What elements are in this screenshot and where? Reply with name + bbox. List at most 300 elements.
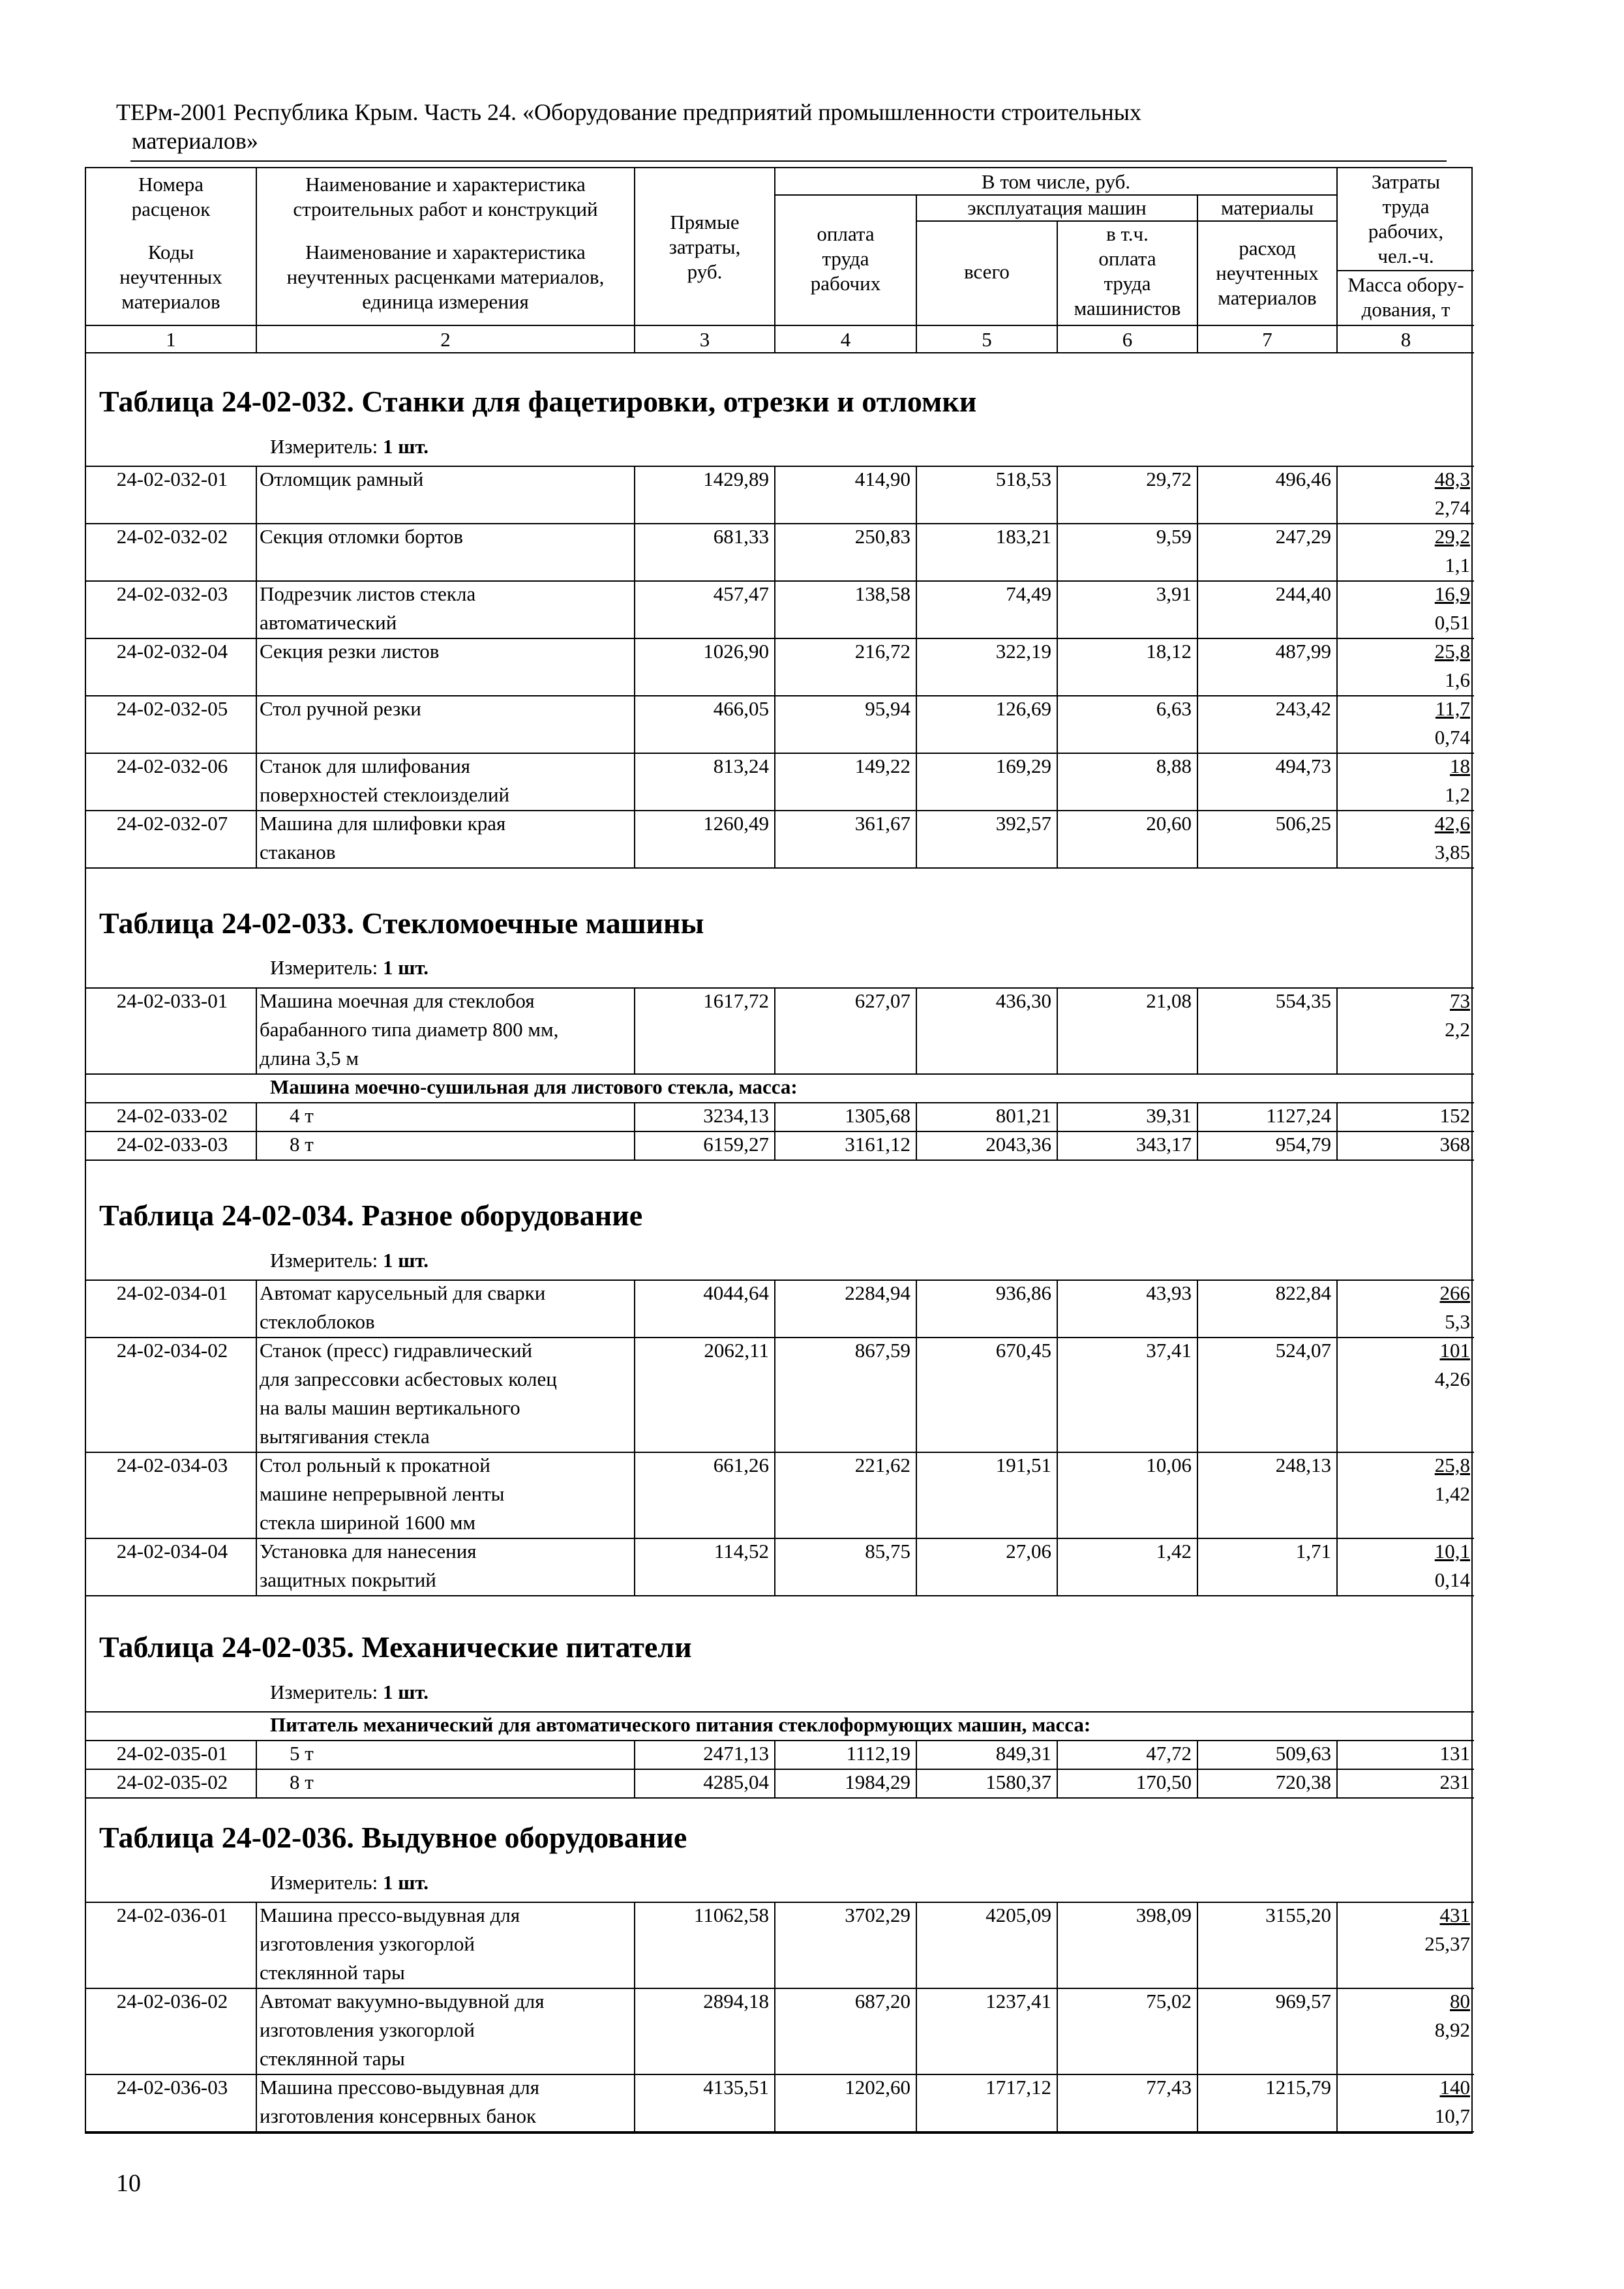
column-rule (1197, 1279, 1198, 1337)
column-rule (774, 2074, 775, 2131)
column-rule (1057, 1102, 1058, 1131)
materials-cost: 247,29 (1275, 525, 1331, 548)
materials-cost: 3155,20 (1265, 1904, 1331, 1926)
column-rule (634, 1102, 635, 1131)
column-rule (256, 753, 257, 810)
measure-line: Измеритель: 1 шт. (270, 1681, 429, 1703)
rate-code: 24-02-032-05 (116, 697, 228, 720)
column-rule (1057, 695, 1058, 753)
column-rule (634, 1279, 635, 1337)
col-number: 1 (166, 328, 176, 351)
machinist-pay: 170,50 (1135, 1771, 1192, 1793)
column-rule (1197, 2074, 1198, 2131)
labor-pay: 627,07 (854, 989, 910, 1012)
column-rule (1057, 523, 1058, 580)
page-number: 10 (116, 2170, 141, 2197)
column-rule (1197, 1902, 1198, 1988)
column-rule (1057, 580, 1058, 638)
column-rule (1057, 1452, 1058, 1538)
column-rule (256, 466, 257, 523)
machine-total: 436,30 (995, 989, 1051, 1012)
machinist-pay: 37,41 (1146, 1339, 1192, 1362)
column-rule (256, 1538, 257, 1595)
labor-hours: 25,8 (1434, 640, 1470, 663)
machine-total: 27,06 (1006, 1540, 1051, 1563)
item-name: Секция отломки бортов (260, 525, 463, 548)
labor-pay: 216,72 (854, 640, 910, 663)
rate-code: 24-02-034-02 (116, 1339, 228, 1362)
column-rule (634, 580, 635, 638)
column-rule (1197, 810, 1198, 867)
item-name: Стол ручной резки (260, 697, 421, 720)
labor-pay: 3702,29 (845, 1904, 910, 1926)
column-rule (916, 1988, 917, 2074)
column-rule (1197, 1131, 1198, 1159)
column-rule (1057, 1740, 1058, 1769)
column-rule (916, 1902, 917, 1988)
materials-cost: 1,71 (1295, 1540, 1331, 1563)
rate-code: 24-02-036-01 (116, 1904, 228, 1926)
labor-pay: 2284,94 (845, 1281, 910, 1304)
labor-hours: 10,1 (1434, 1540, 1470, 1563)
labor-pay: 138,58 (854, 582, 910, 605)
item-name: автоматический (260, 611, 397, 634)
direct-cost: 661,26 (713, 1454, 769, 1476)
column-rule (916, 1279, 917, 1337)
column-rule (256, 810, 257, 867)
column-rule (774, 523, 775, 580)
item-name: защитных покрытий (260, 1568, 436, 1591)
item-name: 5 т (290, 1742, 314, 1765)
item-name: Подрезчик листов стекла (260, 582, 476, 605)
column-rule (1197, 1452, 1198, 1538)
column-rule (256, 987, 257, 1073)
labor-pay: 95,94 (865, 697, 910, 720)
direct-cost: 466,05 (713, 697, 769, 720)
column-rule (774, 1337, 775, 1452)
column-rule (916, 580, 917, 638)
column-rule (916, 1131, 917, 1159)
group-heading: Машина моечно-сушильная для листового стекла, масса: (270, 1075, 798, 1098)
equipment-mass: 1,42 (1434, 1482, 1470, 1505)
materials-cost: 487,99 (1275, 640, 1331, 663)
machinist-pay: 47,72 (1146, 1742, 1192, 1765)
column-rule (1336, 695, 1338, 753)
column-rule (774, 1740, 775, 1769)
equipment-mass: 10,7 (1434, 2104, 1470, 2127)
column-rule (774, 1769, 775, 1797)
row-rule (86, 867, 1474, 869)
labor-hours: 42,6 (1434, 812, 1470, 835)
column-rule (916, 753, 917, 810)
rate-code: 24-02-032-03 (116, 582, 228, 605)
column-rule (634, 695, 635, 753)
column-rule (1336, 1102, 1338, 1131)
item-name: машине непрерывной ленты (260, 1482, 505, 1505)
column-rule (256, 1769, 257, 1797)
column-rule (1197, 1988, 1198, 2074)
equipment-mass: 0,14 (1434, 1568, 1470, 1591)
labor-hours: 80 (1450, 1990, 1470, 2012)
machinist-pay: 21,08 (1146, 989, 1192, 1012)
measure-line: Измеритель: 1 шт. (270, 956, 429, 979)
item-name: стеклянной тары (260, 2047, 405, 2070)
col1-header-bottom: Коды неучтенных материалов (119, 241, 222, 313)
direct-cost: 4285,04 (703, 1771, 769, 1793)
column-rule (916, 2074, 917, 2131)
machinist-pay: 398,09 (1135, 1904, 1192, 1926)
column-rule (256, 1902, 257, 1988)
item-name: поверхностей стеклоизделий (260, 783, 510, 806)
including-header: В том числе, руб. (981, 170, 1131, 193)
col2-header-top: Наименование и характеристика строительных работ и конструкций (293, 173, 598, 220)
materials-cost: 969,57 (1275, 1990, 1331, 2012)
labor-hours: 25,8 (1434, 1454, 1470, 1476)
col-number: 2 (440, 328, 451, 351)
column-rule (1336, 1131, 1338, 1159)
col4-header: оплата труда рабочих (810, 222, 881, 295)
measure-line: Измеритель: 1 шт. (270, 435, 429, 458)
equipment-mass: 2,74 (1434, 496, 1470, 519)
materials-header: материалы (1220, 196, 1314, 219)
column-rule (774, 1279, 775, 1337)
column-rule (1057, 753, 1058, 810)
column-rule (256, 638, 257, 695)
machine-total: 801,21 (995, 1104, 1051, 1127)
column-rule (916, 810, 917, 867)
column-rule (634, 466, 635, 523)
column-rule (1057, 1131, 1058, 1159)
row-rule (86, 1797, 1474, 1799)
machine-total: 1237,41 (985, 1990, 1051, 2012)
column-rule (634, 810, 635, 867)
header-line-1: ТЕРм-2001 Республика Крым. Часть 24. «Оборудование предприятий промышленности строительных (116, 99, 1141, 125)
column-rule (256, 523, 257, 580)
column-rule (916, 1769, 917, 1797)
section-title: Таблица 24-02-033. Стекломоечные машины (99, 906, 704, 940)
labor-pay: 1202,60 (845, 2076, 910, 2099)
column-rule (634, 1988, 635, 2074)
equipment-mass: 5,3 (1445, 1310, 1470, 1333)
column-rule (1197, 987, 1198, 1073)
section-title: Таблица 24-02-034. Разное оборудование (99, 1199, 643, 1232)
machine-total: 670,45 (995, 1339, 1051, 1362)
labor-pay: 3161,12 (845, 1133, 910, 1156)
direct-cost: 681,33 (713, 525, 769, 548)
labor-hours: 48,3 (1434, 468, 1470, 490)
direct-cost: 2062,11 (704, 1339, 769, 1362)
col-number: 8 (1400, 328, 1411, 351)
column-rule (634, 1131, 635, 1159)
labor-hours: 152 (1439, 1104, 1470, 1127)
labor-hours: 231 (1439, 1771, 1470, 1793)
materials-cost: 954,79 (1275, 1133, 1331, 1156)
column-rule (634, 523, 635, 580)
column-rule (1197, 523, 1198, 580)
column-rule (916, 1337, 917, 1452)
row-rule (86, 1595, 1474, 1596)
labor-hours: 101 (1439, 1339, 1470, 1362)
machine-total: 191,51 (995, 1454, 1051, 1476)
machine-total: 936,86 (995, 1281, 1051, 1304)
machinist-pay: 77,43 (1146, 2076, 1192, 2099)
machinist-pay: 18,12 (1146, 640, 1192, 663)
machinist-pay: 343,17 (1135, 1133, 1192, 1156)
column-rule (774, 1102, 775, 1131)
column-rule (256, 1279, 257, 1337)
item-name: вытягивания стекла (260, 1425, 430, 1448)
col-number: 4 (840, 328, 851, 351)
column-rule (1336, 1988, 1338, 2074)
column-rule (774, 1538, 775, 1595)
column-rule (1336, 523, 1338, 580)
column-rule (1197, 580, 1198, 638)
rate-code: 24-02-032-07 (116, 812, 228, 835)
col-number: 6 (1122, 328, 1133, 351)
equipment-mass: 8,92 (1434, 2018, 1470, 2041)
materials-cost: 1127,24 (1266, 1104, 1331, 1127)
machinist-pay: 39,31 (1146, 1104, 1192, 1127)
machine-total: 1717,12 (985, 2076, 1051, 2099)
column-rule (634, 1452, 635, 1538)
direct-cost: 4044,64 (703, 1281, 769, 1304)
machine-total: 74,49 (1006, 582, 1051, 605)
labor-hours: 16,9 (1434, 582, 1470, 605)
rate-code: 24-02-033-02 (116, 1104, 228, 1127)
machine-total: 849,31 (995, 1742, 1051, 1765)
column-rule (1336, 1279, 1338, 1337)
materials-cost: 1215,79 (1265, 2076, 1331, 2099)
labor-pay: 1984,29 (845, 1771, 910, 1793)
equipment-mass: 1,2 (1445, 783, 1470, 806)
rate-code: 24-02-034-01 (116, 1281, 228, 1304)
column-rule (1197, 1538, 1198, 1595)
labor-pay: 361,67 (854, 812, 910, 835)
column-rule (256, 2074, 257, 2131)
labor-hours: 266 (1439, 1281, 1470, 1304)
column-rule (634, 987, 635, 1073)
column-rule (1057, 638, 1058, 695)
item-name: стеклянной тары (260, 1961, 405, 1984)
section-title: Таблица 24-02-032. Станки для фацетировки, отрезки и отломки (99, 385, 977, 418)
item-name: Станок (пресс) гидравлический (260, 1339, 533, 1362)
column-rule (1057, 1988, 1058, 2074)
column-rule (1057, 1902, 1058, 1988)
measure-line: Измеритель: 1 шт. (270, 1249, 429, 1272)
column-rule (774, 1131, 775, 1159)
column-rule (916, 1102, 917, 1131)
column-rule (1057, 1538, 1058, 1595)
column-rule (1057, 987, 1058, 1073)
column-rule (256, 1988, 257, 2074)
column-rule (1197, 1102, 1198, 1131)
column-rule (256, 1337, 257, 1452)
column-rule (256, 1452, 257, 1538)
equipment-mass: 1,1 (1445, 554, 1470, 576)
rate-code: 24-02-035-01 (116, 1742, 228, 1765)
column-rule (1336, 1452, 1338, 1538)
machinist-pay: 10,06 (1146, 1454, 1192, 1476)
direct-cost: 3234,13 (703, 1104, 769, 1127)
rate-code: 24-02-033-01 (116, 989, 228, 1012)
column-rule (1336, 580, 1338, 638)
equipment-mass: 3,85 (1434, 841, 1470, 863)
direct-cost: 11062,58 (693, 1904, 769, 1926)
column-rule (774, 580, 775, 638)
column-rule (1197, 1337, 1198, 1452)
column-rule (1057, 2074, 1058, 2131)
machine-total: 392,57 (995, 812, 1051, 835)
labor-pay: 1112,19 (846, 1742, 910, 1765)
materials-cost: 496,46 (1275, 468, 1331, 490)
column-rule (1197, 638, 1198, 695)
labor-pay: 1305,68 (845, 1104, 910, 1127)
column-rule (256, 695, 257, 753)
machine-total: 518,53 (995, 468, 1051, 490)
machinist-pay: 9,59 (1156, 525, 1192, 548)
direct-cost: 457,47 (713, 582, 769, 605)
machine-total: 169,29 (995, 755, 1051, 777)
column-rule (916, 1452, 917, 1538)
equipment-mass: 0,74 (1434, 726, 1470, 749)
column-rule (916, 1740, 917, 1769)
labor-pay: 149,22 (854, 755, 910, 777)
item-name: изготовления узкогорлой (260, 2018, 475, 2041)
item-name: Установка для нанесения (260, 1540, 477, 1563)
materials-cost: 244,40 (1275, 582, 1331, 605)
item-name: изготовления узкогорлой (260, 1932, 475, 1955)
labor-pay: 221,62 (854, 1454, 910, 1476)
column-rule (774, 1452, 775, 1538)
column-rule (774, 753, 775, 810)
column-rule (916, 466, 917, 523)
direct-cost: 1026,90 (703, 640, 769, 663)
direct-cost: 114,52 (714, 1540, 769, 1563)
item-name: 8 т (290, 1771, 314, 1793)
row-rule (86, 2131, 1474, 2132)
item-name: Машина прессово-выдувная для (260, 2076, 540, 2099)
item-name: стекла шириной 1600 мм (260, 1511, 476, 1534)
column-rule (1336, 1740, 1338, 1769)
column-rule (916, 695, 917, 753)
item-name: Станок для шлифования (260, 755, 471, 777)
labor-pay: 250,83 (854, 525, 910, 548)
labor-hours: 29,2 (1434, 525, 1470, 548)
materials-cost: 248,13 (1275, 1454, 1331, 1476)
direct-cost: 6159,27 (703, 1133, 769, 1156)
column-rule (1336, 1337, 1338, 1452)
col8-header-top: Затраты труда рабочих, чел.-ч. (1368, 170, 1444, 267)
rate-code: 24-02-036-02 (116, 1990, 228, 2012)
column-rule (1336, 2074, 1338, 2131)
machine-total: 2043,36 (985, 1133, 1051, 1156)
group-heading: Питатель механический для автоматического питания стеклоформующих машин, масса: (270, 1713, 1091, 1736)
column-rule (916, 638, 917, 695)
item-name: Автомат вакуумно-выдувной для (260, 1990, 545, 2012)
equipment-mass: 4,26 (1434, 1368, 1470, 1390)
section-title: Таблица 24-02-035. Механические питатели (99, 1630, 692, 1664)
labor-pay: 867,59 (854, 1339, 910, 1362)
column-rule (1197, 1740, 1198, 1769)
item-name: стаканов (260, 841, 336, 863)
column-rule (1336, 987, 1338, 1073)
rate-code: 24-02-035-02 (116, 1771, 228, 1793)
column-rule (1336, 1769, 1338, 1797)
column-rule (1336, 1538, 1338, 1595)
col5-header: всего (964, 260, 1010, 283)
header-line-2: материалов» (132, 128, 258, 154)
materials-cost: 720,38 (1275, 1771, 1331, 1793)
column-rule (1057, 810, 1058, 867)
labor-hours: 431 (1439, 1904, 1470, 1926)
materials-cost: 822,84 (1275, 1281, 1331, 1304)
direct-cost: 4135,51 (703, 2076, 769, 2099)
item-name: Стол рольный к прокатной (260, 1454, 490, 1476)
rate-code: 24-02-032-04 (116, 640, 228, 663)
column-rule (1057, 1279, 1058, 1337)
col-number: 7 (1262, 328, 1272, 351)
section-title: Таблица 24-02-036. Выдувное оборудование (99, 1821, 687, 1854)
column-rule (774, 1902, 775, 1988)
machinist-pay: 8,88 (1156, 755, 1192, 777)
column-rule (916, 523, 917, 580)
column-rule (774, 810, 775, 867)
column-rule (634, 1538, 635, 1595)
column-rule (774, 1988, 775, 2074)
direct-cost: 1429,89 (703, 468, 769, 490)
machine-total: 126,69 (995, 697, 1051, 720)
direct-cost: 2894,18 (703, 1990, 769, 2012)
labor-hours: 18 (1450, 755, 1470, 777)
labor-hours: 73 (1450, 989, 1470, 1012)
measure-line: Измеритель: 1 шт. (270, 1871, 429, 1894)
rate-code: 24-02-036-03 (116, 2076, 228, 2099)
materials-cost: 509,63 (1275, 1742, 1331, 1765)
item-name: длина 3,5 м (260, 1047, 359, 1070)
column-rule (1197, 466, 1198, 523)
column-rule (256, 1740, 257, 1769)
column-rule (774, 638, 775, 695)
column-rule (774, 987, 775, 1073)
labor-hours: 131 (1439, 1742, 1470, 1765)
exploitation-header: эксплуатация машин (967, 196, 1147, 219)
col6-header: в т.ч. оплата труда машинистов (1074, 222, 1181, 320)
item-name: Отломщик рамный (260, 468, 424, 490)
column-rule (634, 638, 635, 695)
col3-header: Прямые затраты, руб. (669, 211, 741, 283)
materials-cost: 494,73 (1275, 755, 1331, 777)
col1-header-top: Номера расценок (131, 173, 211, 220)
machine-total: 4205,09 (985, 1904, 1051, 1926)
column-rule (916, 987, 917, 1073)
machine-total: 322,19 (995, 640, 1051, 663)
labor-hours: 140 (1439, 2076, 1470, 2099)
direct-cost: 1617,72 (703, 989, 769, 1012)
column-rule (634, 1337, 635, 1452)
item-name: 8 т (290, 1133, 314, 1156)
column-rule (774, 466, 775, 523)
equipment-mass: 1,6 (1445, 668, 1470, 691)
estimate-table (85, 167, 1473, 2134)
rate-code: 24-02-033-03 (116, 1133, 228, 1156)
column-rule (256, 1131, 257, 1159)
column-rule (634, 1740, 635, 1769)
machinist-pay: 1,42 (1156, 1540, 1192, 1563)
item-name: Автомат карусельный для сварки (260, 1281, 546, 1304)
rate-code: 24-02-034-04 (116, 1540, 228, 1563)
rate-code: 24-02-032-02 (116, 525, 228, 548)
column-rule (634, 2074, 635, 2131)
